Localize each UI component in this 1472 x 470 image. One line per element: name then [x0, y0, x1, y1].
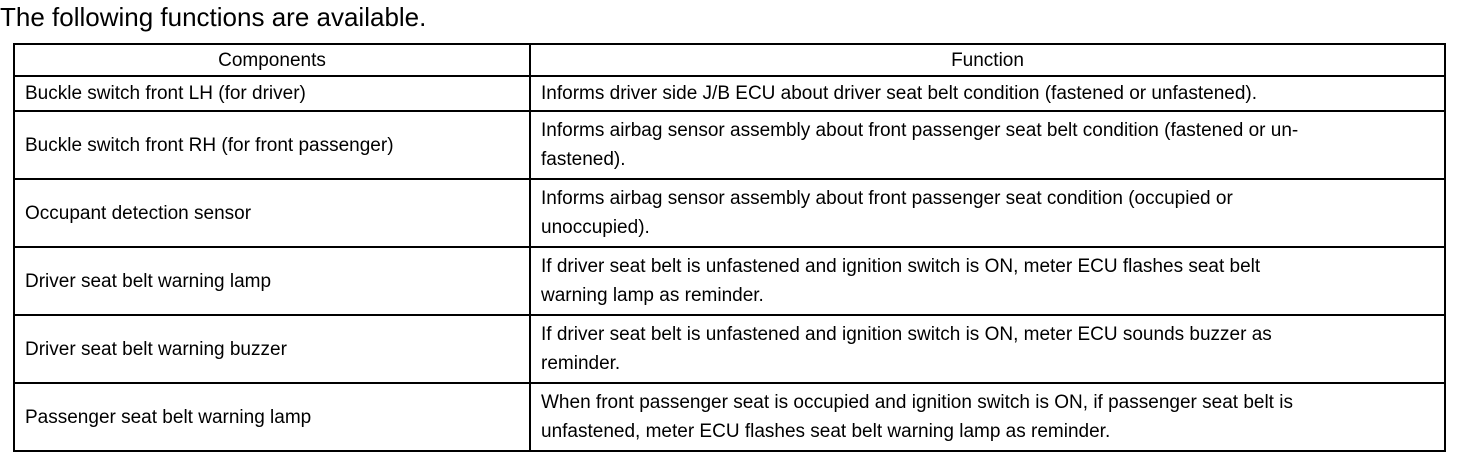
function-cell	[530, 111, 1445, 179]
header-components: Components	[14, 44, 530, 76]
component-cell: Buckle switch front LH (for driver)	[14, 76, 530, 111]
table-row	[14, 383, 1445, 451]
component-cell: Occupant detection sensor	[14, 179, 530, 247]
function-cell	[530, 315, 1445, 383]
table-header-row	[14, 44, 1445, 76]
function-cell	[530, 247, 1445, 315]
function-line: If driver seat belt is unfastened and ignition switch is ON, meter ECU sounds buzzer as	[541, 324, 1272, 345]
header-function: Function	[530, 44, 1445, 76]
table-row	[14, 315, 1445, 383]
function-line: Informs driver side J/B ECU about driver seat belt condition (fastened or unfastened).	[541, 83, 1258, 104]
table-row	[14, 111, 1445, 179]
table-row	[14, 247, 1445, 315]
function-line: warning lamp as reminder.	[541, 285, 764, 306]
function-cell	[530, 76, 1445, 111]
component-cell: Passenger seat belt warning lamp	[14, 383, 530, 451]
component-cell: Driver seat belt warning lamp	[14, 247, 530, 315]
function-line: reminder.	[541, 353, 621, 374]
component-cell: Buckle switch front RH (for front passenger)	[14, 111, 530, 179]
function-line: Informs airbag sensor assembly about front passenger seat belt condition (fastened or un-	[541, 120, 1299, 141]
function-line: unoccupied).	[541, 217, 650, 238]
function-line: When front passenger seat is occupied and ignition switch is ON, if passenger seat belt is	[541, 392, 1293, 413]
function-cell	[530, 179, 1445, 247]
functions-table	[13, 43, 1446, 452]
component-cell: Driver seat belt warning buzzer	[14, 315, 530, 383]
table-row	[14, 76, 1445, 111]
table-row	[14, 179, 1445, 247]
intro-heading: The following functions are available.	[0, 2, 427, 32]
function-line: fastened).	[541, 149, 626, 170]
function-line: unfastened, meter ECU flashes seat belt warning lamp as reminder.	[541, 421, 1111, 442]
function-cell	[530, 383, 1445, 451]
function-line: If driver seat belt is unfastened and ignition switch is ON, meter ECU flashes seat belt	[541, 256, 1261, 277]
function-line: Informs airbag sensor assembly about front passenger seat condition (occupied or	[541, 188, 1233, 209]
